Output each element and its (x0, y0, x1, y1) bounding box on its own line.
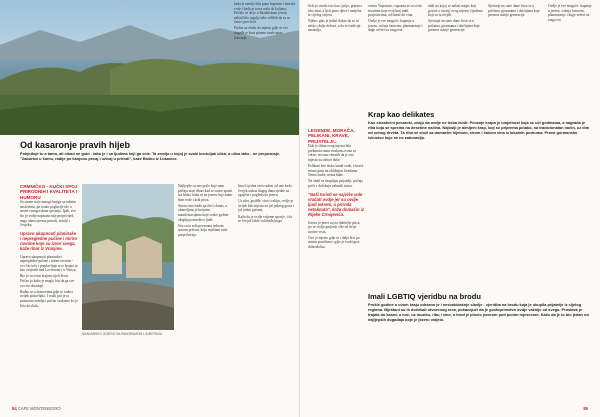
right-col1-para: Selo je ostalo isto kao i prije, prazno i tiho zimi, a ljeti puno djece i smijeha iz cijelog svijeta. (308, 4, 363, 18)
section2-text: Prošle godine u ovom kraju održano je i nesvakidašnje slavlje - vjeridba na brodu koja je okupila prijatelje iz cijelog regiona. Mještani su ih dočekali otvorenog srca, pokazujući da je gostoprimstvo ovdje važnije od svega. Proslava je trajala do kasno u noć, uz muziku, ribu i vino, a brod je plovio jezerom pod punim mjesecom. Kažu da je to bio jedan od najljepših događaja koje je jezero vidjelo. (368, 302, 589, 322)
right-col3-para: Sjećanje na stare dane čuva se u pričama, pjesmama i običajima koje prenose starije generacije. (428, 19, 480, 33)
left-col2-para: Sirota crna tradicija živi i danas, a obnovljena je brojnim manifestacijama koje svake godine okupljaju mnoštvo ljudi. (178, 203, 229, 222)
right-column-5-top (548, 4, 594, 24)
left-col3-para: Uz ribu, grožđe, vino i rakiju, ovdje je uvijek bilo mjesta za još jednog gosta i još jednu pjesmu. (238, 199, 294, 213)
left-col2-para: Prolaz uz obalu do mjesta gdje se sve događa je kroz pitome uvale pune lokvanja. (234, 26, 288, 40)
right-mid-heading: LEGENDE, MORAČA, PELIKANI, KRAVE, PRIJATELJI... (308, 128, 355, 144)
coastal-village-photo (82, 184, 174, 330)
left-col1-para: Rađao se u domovima gdje se radost uvijek ponavljala. I svaki put je tu poznavao zemlju i pričao svakome ko je htio da sluša. (20, 289, 78, 308)
left-col1-quote: Upravo ukupnosti planinske i nepregledne pučine i mirno ravnine koje su izvor svega, kaže ribar iz Vranjine. (20, 230, 78, 252)
right-middle-column (308, 128, 364, 251)
right-col4-para: Sjećanje na stare dane čuva se u pričama, pjesmama i običajima koje prenose starije generacije. (488, 4, 540, 18)
left-page-number: 84 (12, 406, 17, 411)
right-page-number: 85 (583, 406, 588, 411)
right-mid-para: Jezero je pravi raj za ljubitelje ptica, jer se ovdje gnijezdi više od dvije stotine vrsta. (308, 220, 361, 234)
right-mid-quote: "Naši turisti se najviše vole vraćati ovdje jer su ovdje ljudi iskreni, a priroda netaknuta", kaže domaćin iz Rijeke Crnojevića. (308, 191, 364, 218)
left-headline: Od kasaronje pravih hijeb (20, 140, 131, 150)
right-column-3-top (428, 4, 483, 35)
left-col2-para: Najljepše su one priče koje nam pričaju stari ribari kad se sunce spusti iza brda i kada se na jezeru čuje samo šum vode i krik ptica. (178, 184, 233, 202)
right-col3-para: tabli na kojoj se nalazi natpis koji govori o istoriji ovog mjesta i ljudima koji su tu živjeli. (428, 4, 483, 18)
left-col3-para: Ima li ijedna veća radost od one kada čovjek nakon dugog dana sjedne uz ognjište i pogleda ka jezeru. (238, 184, 292, 198)
right-mid-para: Dok je tišina ovog mjesta bila prekinuta samo zvukom zvona sa crkve, mi smo shvatili da je ovo mjesto za odmor duše. (308, 144, 356, 162)
left-col2-para: Sva su ta sela povezana jednom starom pričom, koju mještani rado prepričavaju. (178, 223, 228, 237)
left-column-2 (178, 184, 234, 239)
section2-heading: Imali LGBTIQ vjeridbu na brodu (368, 292, 481, 301)
left-lead: Pobjeđuje tu a tamo, ali nikad ne gubi - tako je i sa ljudima koji ga vole. Ta zemlja u kojoj je svaki brežuljak ulica, a ulica tako - ne prepoznaje. "Zaboravi u šumu, radije po kanjonu pecaj i uživaj u prirodi", kaže Boško iz Lukavice. (20, 151, 281, 161)
right-folio (583, 406, 588, 411)
right-column-1-top (308, 4, 363, 35)
right-page (300, 0, 600, 417)
right-mid-para: Ovo je mjesto gdje se i dalje živi po starim pravilima i gdje je svaki gost dobrodošao. (308, 235, 360, 250)
left-column-3 (238, 184, 294, 225)
left-folio (12, 406, 61, 411)
right-col2-para: centru Virpazara, i upozna se sa svim stvarima koje ovaj kraj nudi posjetiocima, od hrane do vina. (368, 4, 422, 18)
left-column-1 (20, 184, 78, 310)
left-col1-para: Sa strane stoje mnoge knjige sa tužnim naslovima, pa svako poglavlje ide u susret crnogorskom sjećanju. Ipak, sve što je ovdje napisano nije propovijed, nego odnos prema prirodi, zemlji i čovjeku. (20, 200, 77, 228)
right-mid-para: Na obali se skupljaju prijatelji, pričaju priče i dočekuju zalazak sunca. (308, 179, 364, 188)
section1-heading: Krap kao delikates (368, 110, 435, 119)
right-col5-para: Ovdje je sve moguće: kupanje u jezeru, vožnja čamcem, planinarenje i duge večeri uz razgovor. (548, 4, 592, 22)
left-col1-para: Upravo ukupnosti planinske i nepregledne pučine i mirno ravnine - ovo što teče i preplavljuje srce brojno je kao zvijezde nad Lovćenom i u Vrmcu. (20, 254, 78, 273)
right-mid-para: Pelikani lete nisko iznad vode, a krave mirno pasu na obližnjim livadama. Nema žurbe, nema buke. (308, 164, 364, 178)
left-column-2-top (234, 2, 296, 42)
left-col3-para: Kažu da je ovdje vrijeme sporije, i da se čovjek lakše oslobađa briga. (238, 214, 292, 224)
right-col1-para: Njihov glas je jedini dokaz da se tu nešto i dalje dešava, a da se tradicija nastavlja. (308, 19, 361, 33)
magazine-name: CAFE MONTENEGRO (17, 406, 61, 411)
right-column-2-top (368, 4, 423, 35)
photo-caption: SKADARSKO JEZERO SA PANORAMOM LJUBOTINJA (82, 332, 163, 336)
left-col1-para: Bio je sa ovim krajem cijeli život. Pričao je kako je moglo biti da ga sve ovo ne obraduje. (20, 274, 75, 288)
section1-text: Kao strastveni pecaroši, znaju da ovdje ne treba žuriti. Pecanje krapa je umjetnost koja se uči godinama, a nagrada je riba koja se sprema na desetine načina. Najbolji je dimljeni krap, koji se priprema polako, na tradicionalan način, uz dim od suhog drveta. Ta riba se služi sa domaćim hljebom, sirom i čašom vina iz lokalnih podruma. Pravo gurmansko iskustvo koje se ne zaboravlja. (368, 120, 590, 140)
left-col2-para: kada je zemlja bila puna kopnene i morske vode i kada je trava rasla do koljena. Pričalo se da je u Skadarskom jezeru nekad bilo jegulja tako velikih da su se čamci prevrtali. (234, 2, 296, 25)
right-col2-para: Ovdje je sve moguće: kupanje u jezeru, vožnja čamcem, planinarenje i duge večeri uz razgovor. (368, 19, 423, 33)
right-column-4-top (488, 4, 543, 19)
left-col1-heading: CRMNIČKO - KUČKI SPOJ PRIRODNIH I KVALITETA I HUMORU (20, 184, 78, 200)
